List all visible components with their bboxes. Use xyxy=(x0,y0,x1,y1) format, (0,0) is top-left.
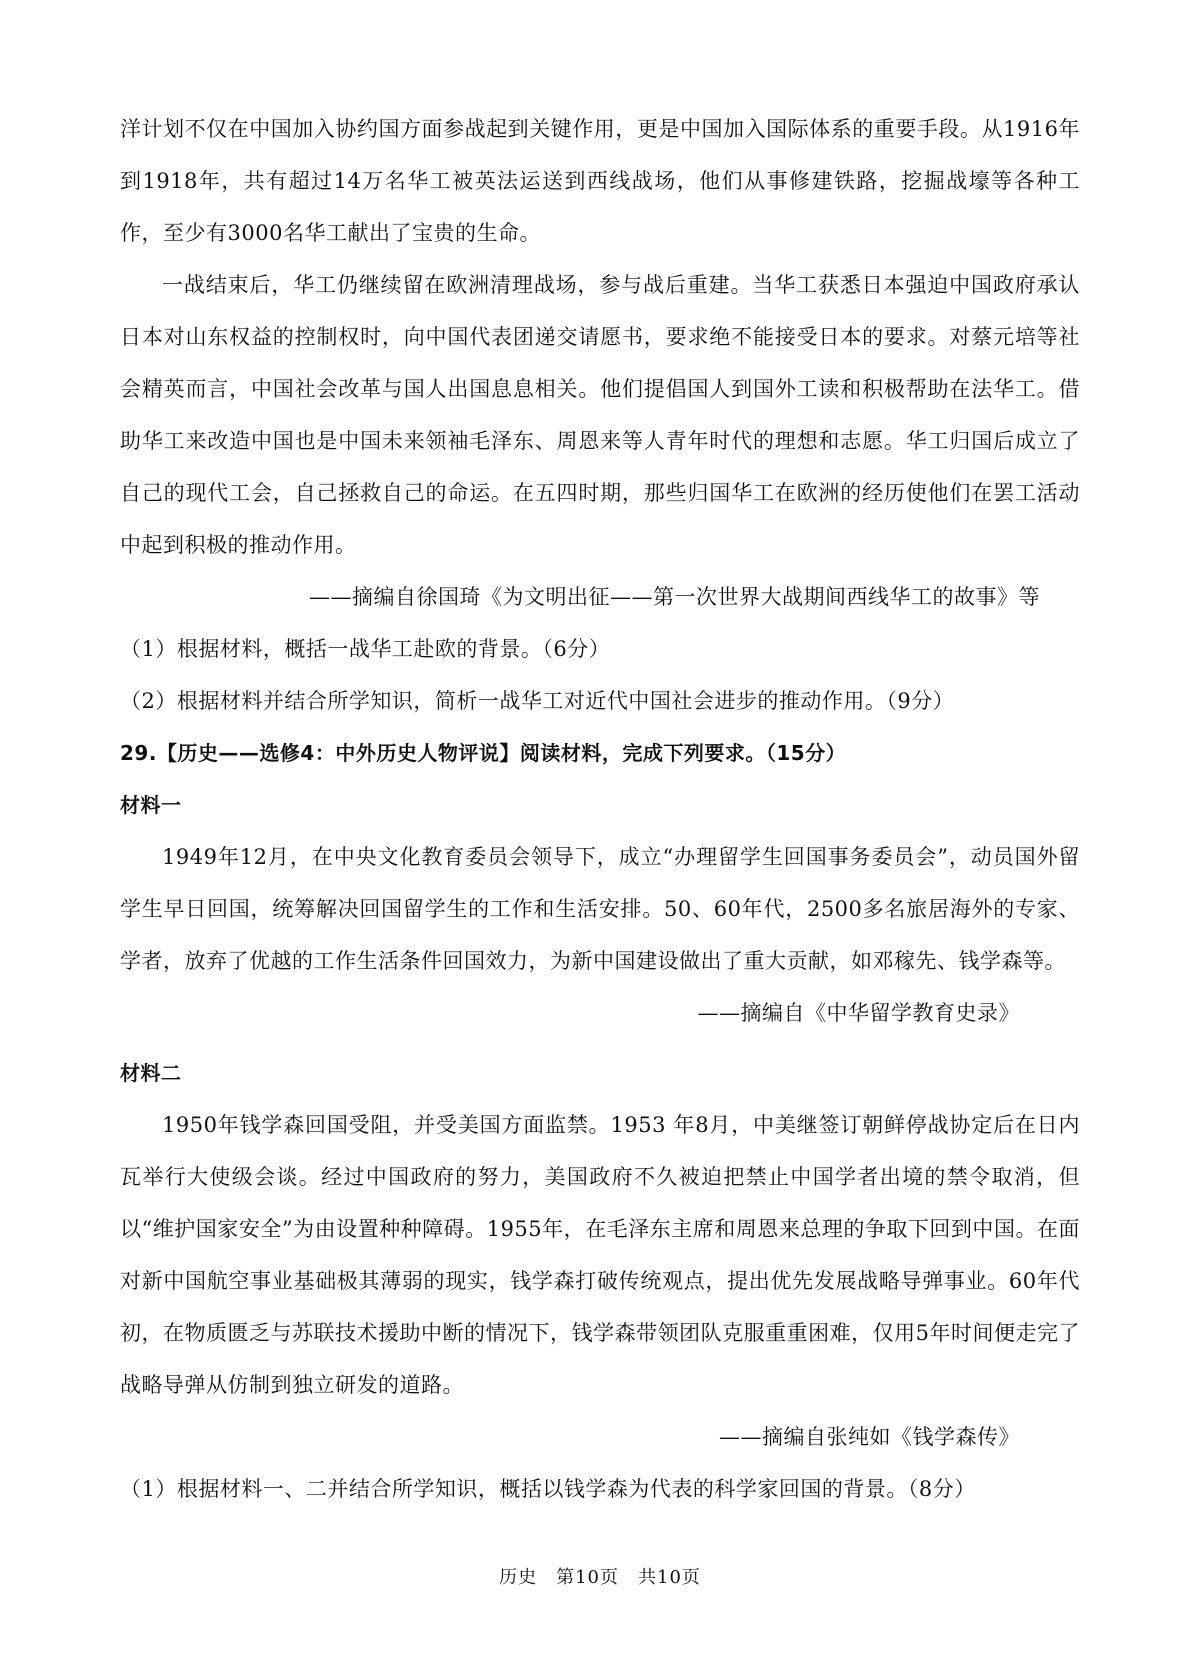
passage-source: ——摘编自徐国琦《为文明出征——第一次世界大战期间西线华工的故事》等 xyxy=(309,585,1040,609)
passage-paragraph-2: 一战结束后，华工仍继续留在欧洲清理战场，参与战后重建。当华工获悉日本强迫中国政府承认日本对山东权益的控制权时，向中国代表团递交请愿书，要求绝不能接受日本的要求。对蔡元培等社会精英而言，中国社会改革与国人出国息息相关。他们提倡国人到国外工读和积极帮助在法华工。借助华工来改造中国也是中国未来领袖毛泽东、周恩来等人青年时代的理想和志愿。华工归国后成立了自己的现代工会，自己拯救自己的命运。在五四时期，那些归国华工在欧洲的经历使他们在罢工活动中起到积极的推动作用。 xyxy=(120,273,1080,557)
question-28-part-2: （2）根据材料并结合所学知识，简析一战华工对近代中国社会进步的推动作用。（9分） xyxy=(120,689,955,713)
material-1-text: 1949年12月，在中央文化教育委员会领导下，成立“办理留学生回国事务委员会”，动员国外留学生早日回国，统筹解决回国留学生的工作和生活安排。50、60年代，2500多名旅居海外的专家、学者，放弃了优越的工作生活条件回国效力，为新中国建设做出了重大贡献，如邓稼先、钱学森等。 xyxy=(120,845,1080,973)
question-28-part-1: （1）根据材料，概括一战华工赴欧的背景。（6分） xyxy=(120,637,611,661)
passage-paragraph-1: 洋计划不仅在中国加入协约国方面参战起到关键作用，更是中国加入国际体系的重要手段。从1916年到1918年，共有超过14万名华工被英法运送到西线战场，他们从事修建铁路，挖掘战壕等各种工作，至少有3000名华工献出了宝贵的生命。 xyxy=(120,117,1080,245)
material-1-label: 材料一 xyxy=(120,793,182,817)
material-2-source: ——摘编自张纯如《钱学森传》 xyxy=(719,1425,1020,1449)
material-1-source: ——摘编自《中华留学教育史录》 xyxy=(697,1001,1020,1025)
material-2-text: 1950年钱学森回国受阻，并受美国方面监禁。1953 年8月，中美继签订朝鲜停战协定后在日内瓦举行大使级会谈。经过中国政府的努力，美国政府不久被迫把禁止中国学者出境的禁令取消，但以“维护国家安全”为由设置种种障碍。1955年，在毛泽东主席和周恩来总理的争取下回到中国。在面对新中国航空事业基础极其薄弱的现实，钱学森打破传统观点，提出优先发展战略导弹事业。60年代初，在物质匮乏与苏联技术援助中断的情况下，钱学森带领团队克服重重困难，仅用5年时间便走完了战略导弹从仿制到独立研发的道路。 xyxy=(120,1113,1080,1397)
page-footer: 历史 第10页 共10页 xyxy=(499,1567,701,1588)
question-29-part-1: （1）根据材料一、二并结合所学知识，概括以钱学森为代表的科学家回国的背景。（8分） xyxy=(120,1477,976,1501)
page-content xyxy=(120,103,1080,1515)
question-29-heading: 29.【历史——选修4：中外历史人物评说】阅读材料，完成下列要求。（15分） xyxy=(120,741,847,765)
material-2-label: 材料二 xyxy=(120,1061,182,1085)
